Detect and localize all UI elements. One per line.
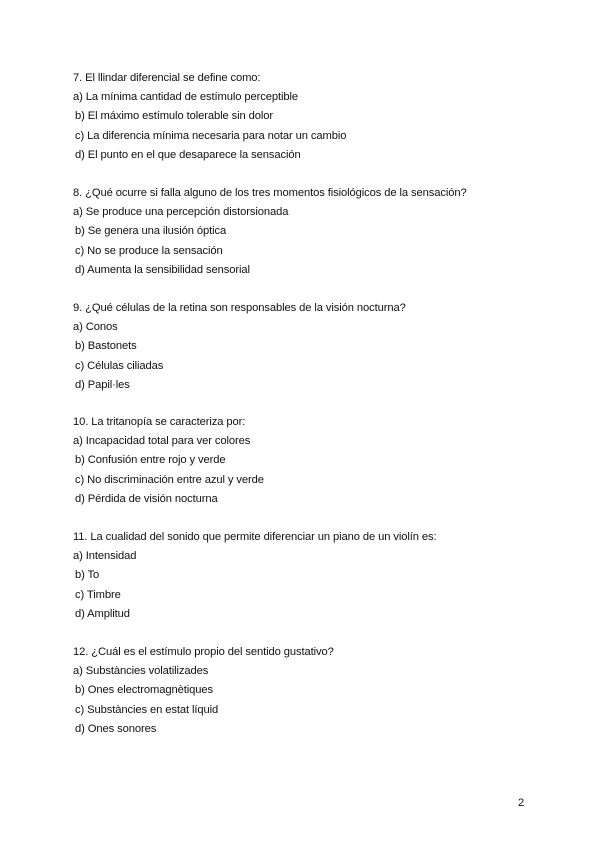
- question-text: 11. La cualidad del sonido que permite diferenciar un piano de un violín es:: [73, 531, 437, 543]
- option-a: a) La mínima cantidad de estímulo perceptible: [73, 91, 298, 104]
- question-text: 12. ¿Cuál es el estímulo propio del sentido gustativo?: [73, 646, 334, 658]
- option-d: d) Pérdida de visión nocturna: [75, 492, 218, 505]
- option-b: b) To: [75, 569, 100, 582]
- option-a: a) Incapacidad total para ver colores: [73, 435, 251, 448]
- option-c: c) Substàncies en estat líquid: [75, 703, 219, 716]
- question-12: [73, 643, 553, 739]
- option-a: a) Intensidad: [73, 550, 137, 563]
- question-11: [73, 528, 553, 624]
- option-b: b) Bastonets: [75, 340, 137, 353]
- option-d: d) Aumenta la sensibilidad sensorial: [75, 263, 250, 276]
- option-a: a) Se produce una percepción distorsionada: [73, 206, 289, 219]
- question-8: [73, 184, 553, 280]
- question-text: 10. La tritanopía se caracteriza por:: [73, 416, 246, 428]
- question-text: 8. ¿Qué ocurre si falla alguno de los tres momentos fisiológicos de la sensación?: [73, 187, 467, 199]
- option-d: d) Papil·les: [75, 378, 130, 391]
- option-d: d) Amplitud: [75, 607, 130, 620]
- option-c: c) No discriminación entre azul y verde: [75, 473, 264, 486]
- question-7: [73, 69, 553, 165]
- option-c: c) No se produce la sensación: [75, 244, 223, 257]
- question-text: 7. El llindar diferencial se define como:: [73, 72, 261, 84]
- option-c: c) La diferencia mínima necesaria para notar un cambio: [75, 129, 347, 142]
- option-b: b) Se genera una ilusión óptica: [75, 225, 227, 238]
- page-number: 2: [518, 797, 525, 809]
- option-b: b) Ones electromagnètiques: [75, 684, 213, 697]
- option-c: c) Células ciliadas: [75, 359, 164, 372]
- option-d: d) El punto en el que desaparece la sensación: [75, 148, 301, 161]
- question-9: [73, 299, 553, 395]
- option-b: b) El máximo estímulo tolerable sin dolor: [75, 110, 273, 123]
- question-10: [73, 413, 553, 509]
- question-text: 9. ¿Qué células de la retina son responsables de la visión nocturna?: [73, 302, 406, 314]
- option-c: c) Timbre: [75, 588, 121, 601]
- option-d: d) Ones sonores: [75, 722, 157, 735]
- option-a: a) Substàncies volatilizades: [73, 665, 209, 678]
- option-a: a) Conos: [73, 321, 118, 334]
- option-b: b) Confusión entre rojo y verde: [75, 454, 226, 467]
